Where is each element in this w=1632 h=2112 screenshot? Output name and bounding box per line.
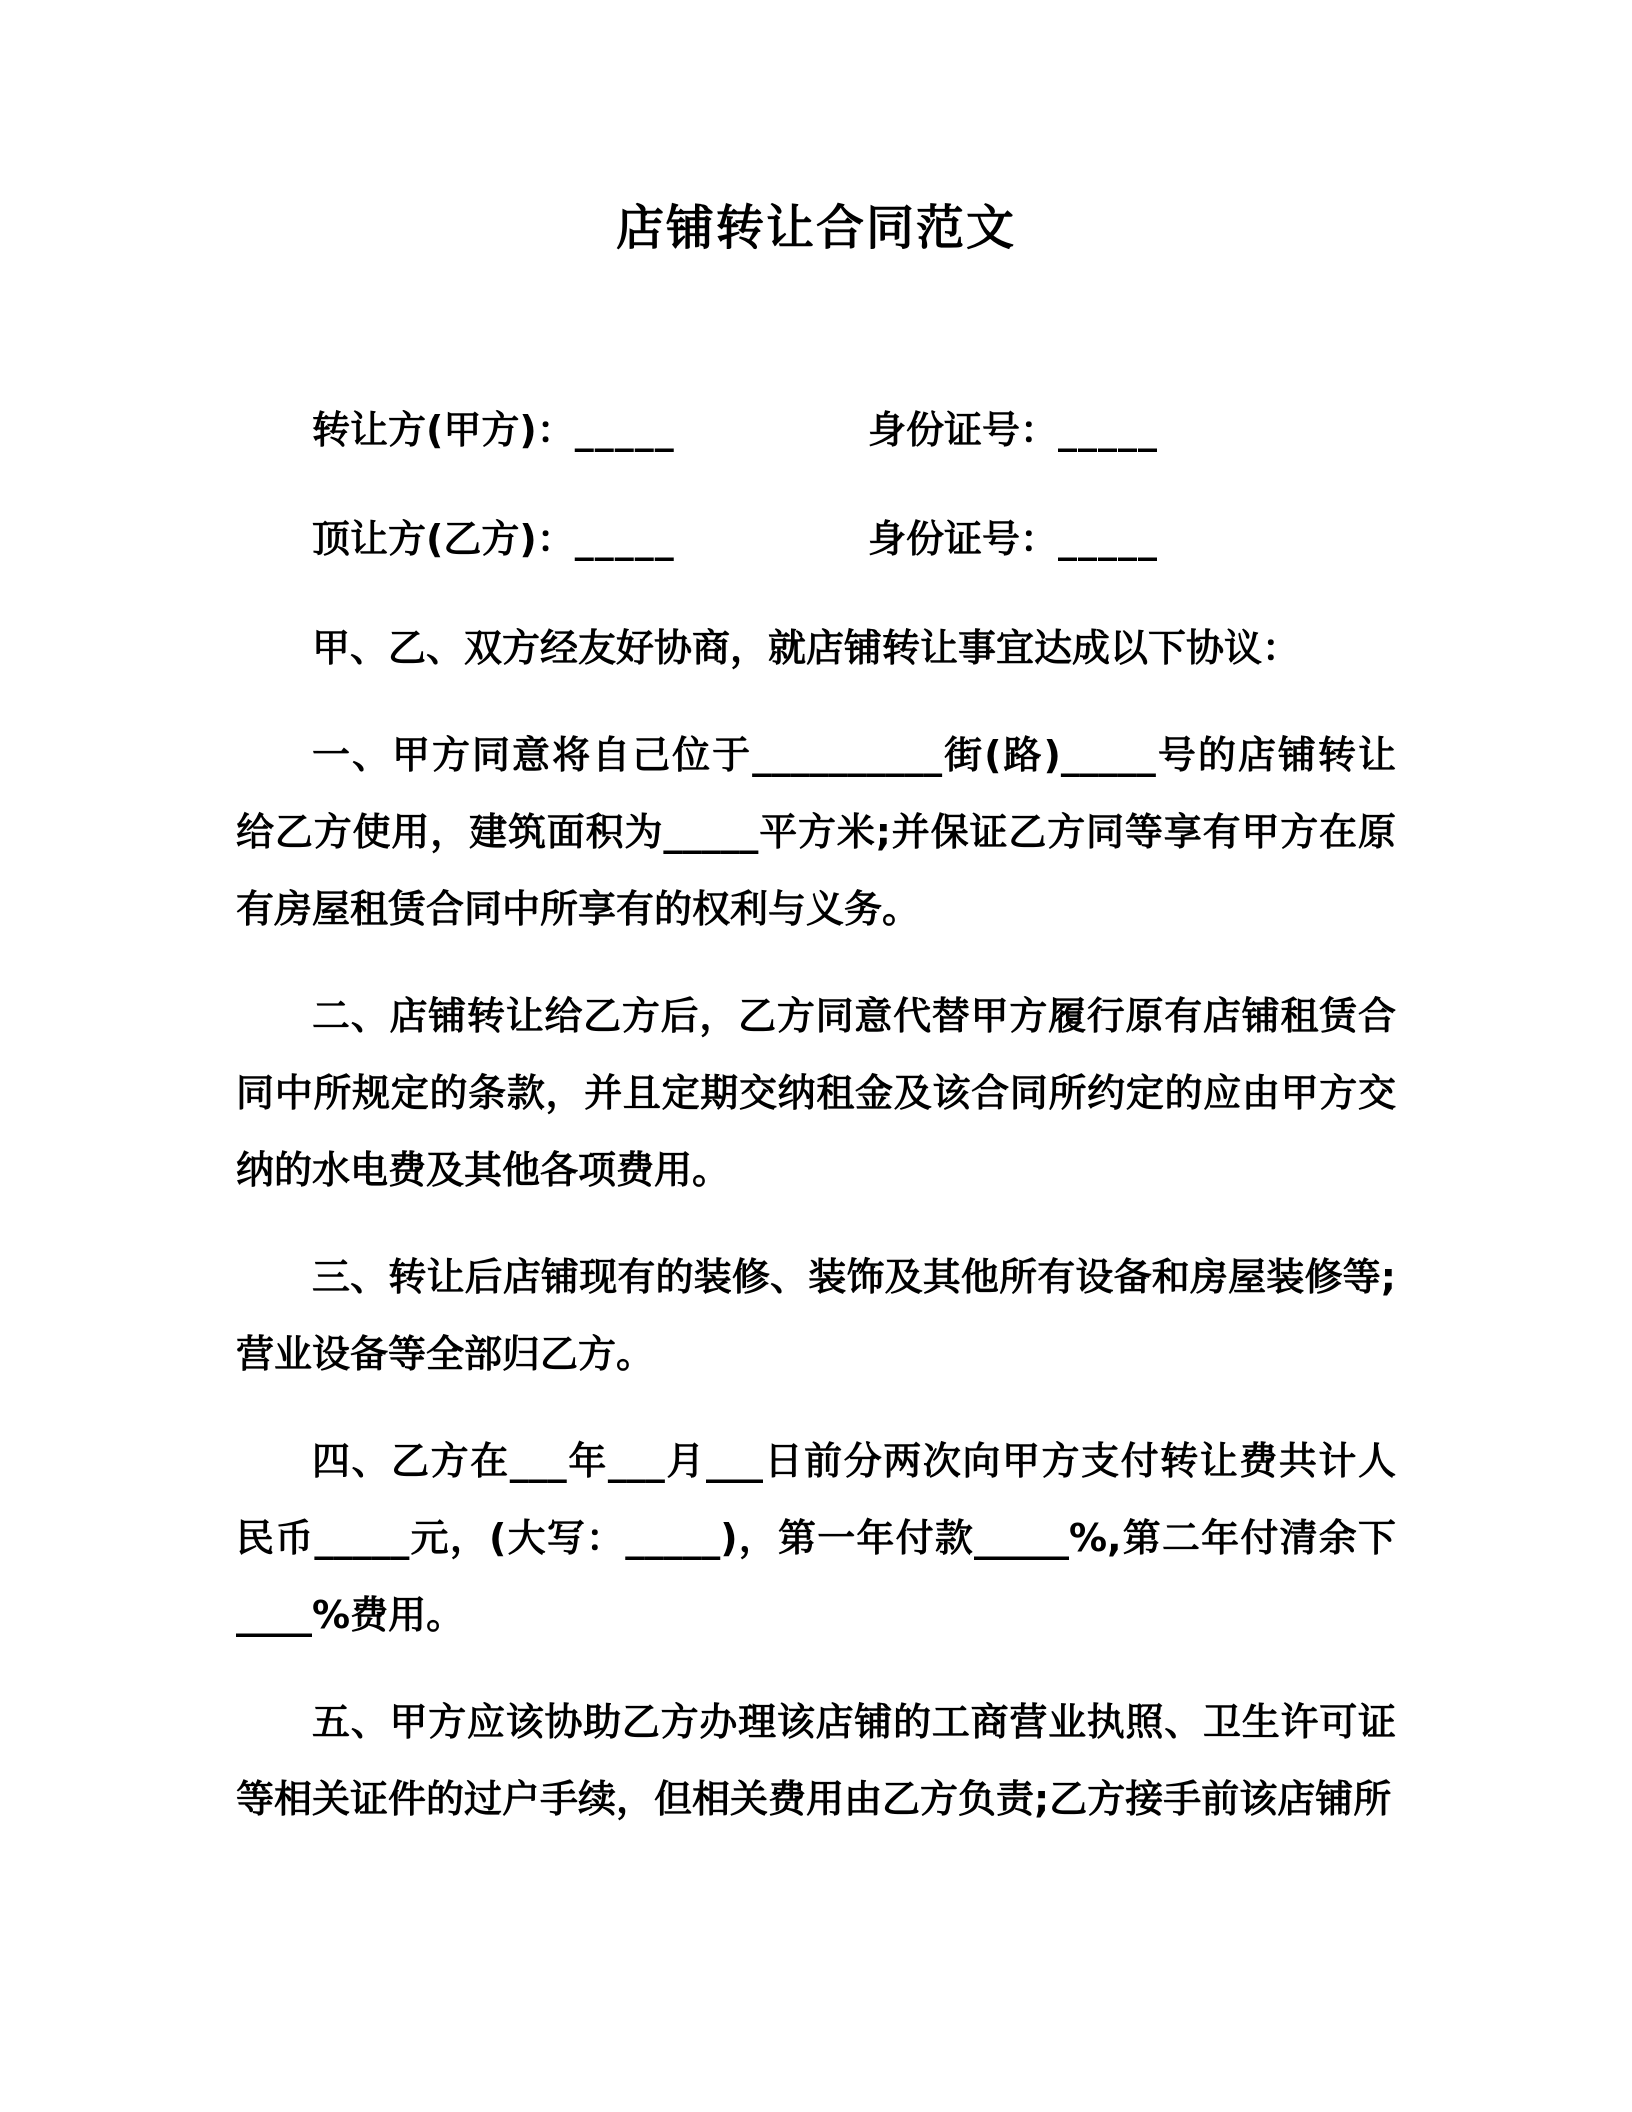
clause-paragraph: [236, 1239, 1396, 1393]
party-role-cell: [312, 501, 868, 578]
party-role-blank: _____: [574, 517, 675, 561]
clause-paragraph: [236, 610, 1396, 687]
contract-body: [236, 610, 1396, 1838]
party-id-cell: [868, 501, 1158, 578]
clause-paragraph: [236, 1423, 1396, 1654]
clause-line: 一、甲方同意将自己位于__________街(路)_____号的店铺转让: [312, 733, 1396, 777]
clause-line: 甲、乙、双方经友好协商，就店铺转让事宜达成以下协议：: [312, 626, 1301, 670]
clause-line: 五、甲方应该协助乙方办理该店铺的工商营业执照、卫生许可证: [312, 1700, 1396, 1744]
clause-paragraph: [236, 1684, 1396, 1838]
clause-line: 民币_____元，(大写：_____)，第一年付款_____%,第二年付清余下: [236, 1516, 1396, 1560]
party-id-label: 身份证号：: [868, 517, 1059, 561]
clause-line: ____%费用。: [236, 1593, 465, 1637]
clause-paragraph: [236, 978, 1396, 1209]
clause-line: 四、乙方在___年___月___日前分两次向甲方支付转让费共计人: [312, 1439, 1396, 1483]
clause-line: 有房屋租赁合同中所享有的权利与义务。: [236, 887, 921, 931]
party-role-blank: _____: [574, 408, 675, 452]
party-row-transferor: [236, 392, 1396, 469]
party-role-cell: [312, 392, 868, 469]
clause-line: 三、转让后店铺现有的装修、装饰及其他所有设备和房屋装修等;: [312, 1255, 1396, 1299]
party-row-transferee: [236, 501, 1396, 578]
clause-paragraph: [236, 717, 1396, 948]
clause-line: 二、店铺转让给乙方后，乙方同意代替甲方履行原有店铺租赁合: [312, 994, 1396, 1038]
clause-line: 等相关证件的过户手续，但相关费用由乙方负责;乙方接手前该店铺所: [236, 1777, 1392, 1821]
party-id-blank: _____: [1058, 408, 1159, 452]
party-id-cell: [868, 392, 1158, 469]
clause-line: 同中所规定的条款，并且定期交纳租金及该合同所约定的应由甲方交: [236, 1071, 1396, 1115]
document-title: 店铺转让合同范文: [615, 200, 1016, 256]
party-id-blank: _____: [1058, 517, 1159, 561]
clause-line: 给乙方使用，建筑面积为_____平方米;并保证乙方同等享有甲方在原: [236, 810, 1396, 854]
party-role-label: 转让方(甲方)：: [312, 408, 575, 452]
clause-line: 营业设备等全部归乙方。: [236, 1332, 655, 1376]
party-id-label: 身份证号：: [868, 408, 1059, 452]
clause-line: 纳的水电费及其他各项费用。: [236, 1148, 731, 1192]
party-role-label: 顶让方(乙方)：: [312, 517, 575, 561]
